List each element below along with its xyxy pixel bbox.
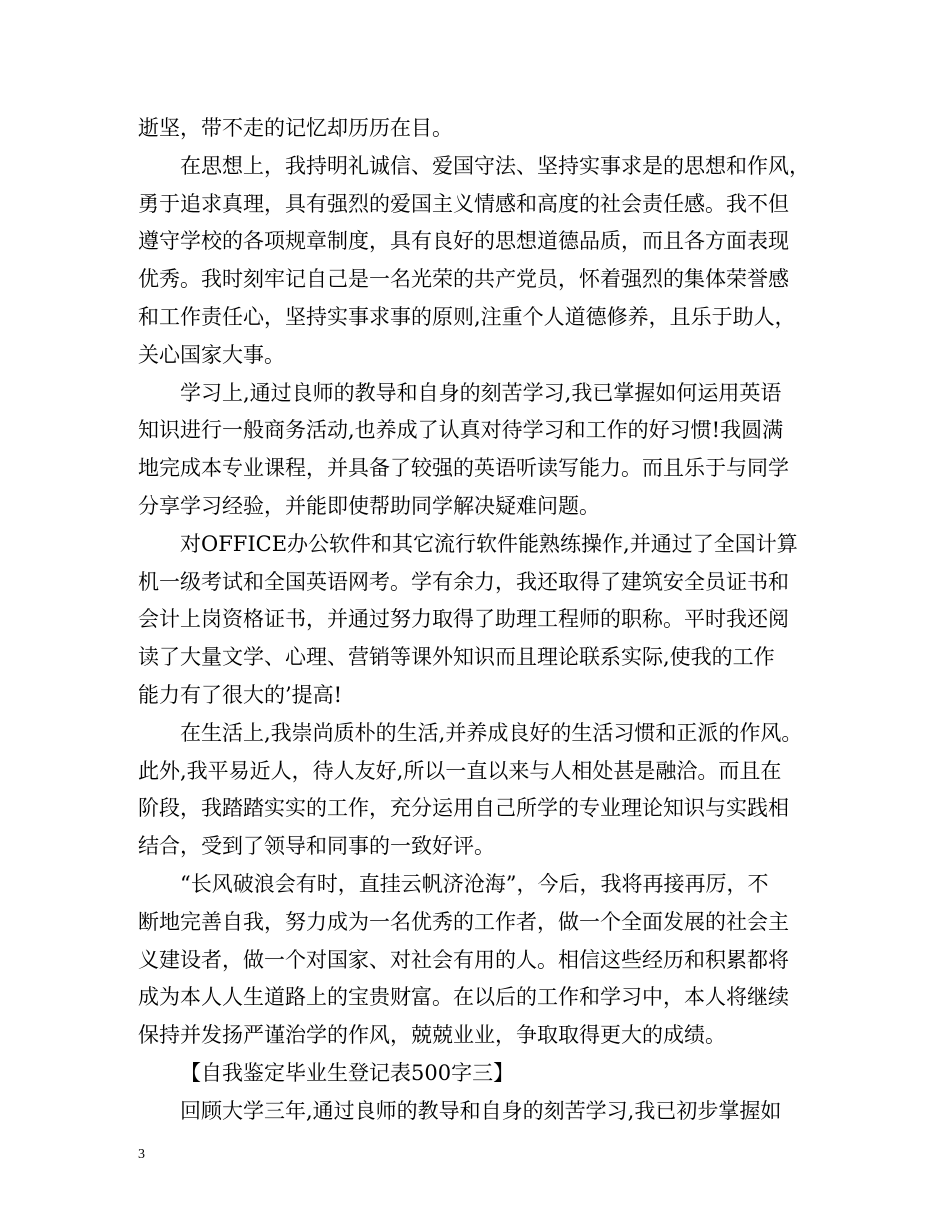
text-line: 学习上,通过良师的教导和自身的刻苦学习,我已掌握如何运用英语	[180, 380, 782, 405]
text-line: 在生活上,我崇尚质朴的生活,并养成良好的生活习惯和正派的作风。	[180, 720, 803, 745]
text-line: 逝坚，带不走的记忆却历历在目。	[138, 116, 453, 140]
text-line: 关心国家大事。	[138, 342, 285, 367]
text-line: 结合，受到了领导和同事的一致好评。	[138, 834, 495, 859]
text-line: 回顾大学三年,通过良师的教导和自身的刻苦学习,我已初步掌握如	[180, 1098, 782, 1123]
text-line: 义建设者，做一个对国家、对社会有用的人。相信这些经历和积累都将	[138, 947, 789, 972]
text-line: 阶段，我踏踏实实的工作，充分运用自己所学的专业理论知识与实践相	[138, 796, 789, 821]
text-line: 对OFFICE办公软件和其它流行软件能熟练操作,并通过了全国计算	[180, 531, 798, 556]
text-line: 【自我鉴定毕业生登记表500字三】	[180, 1060, 515, 1085]
text-line: 会计上岗资格证书，并通过努力取得了助理工程师的职称。平时我还阅	[138, 607, 789, 632]
text-line: 地完成本专业课程，并具备了较强的英语听读写能力。而且乐于与同学	[138, 456, 789, 481]
text-line: “长风破浪会有时，直挂云帆济沧海”，今后，我将再接再厉，不	[180, 871, 769, 896]
text-line: 此外,我平易近人，待人友好,所以一直以来与人相处甚是融洽。而且在	[138, 758, 782, 783]
text-line: 知识进行一般商务活动,也养成了认真对待学习和工作的好习惯!我圆满	[138, 418, 784, 443]
text-line: 和工作责任心，坚持实事求事的原则,注重个人道德修养，且乐于助人，	[138, 304, 796, 329]
text-line: 优秀。我时刻牢记自己是一名光荣的共产党员，怀着强烈的集体荣誉感	[138, 267, 789, 292]
page-number: 3	[138, 1147, 145, 1162]
text-line: 能力有了很大的’提高!	[138, 682, 343, 707]
text-line: 成为本人人生道路上的宝贵财富。在以后的工作和学习中，本人将继续	[138, 985, 789, 1010]
document-body	[138, 110, 818, 1131]
text-line: 勇于追求真理，具有强烈的爱国主义情感和高度的社会责任感。我不但	[138, 191, 789, 216]
text-line: 读了大量文学、心理、营销等课外知识而且理论联系实际,使我的工作	[138, 645, 775, 670]
text-line: 保持并发扬严谨治学的作风，兢兢业业，争取取得更大的成绩。	[138, 1023, 726, 1048]
text-line: 遵守学校的各项规章制度，具有良好的思想道德品质，而且各方面表现	[138, 229, 789, 254]
text-line: 在思想上，我持明礼诚信、爱国守法、坚持实事求是的思想和作风，	[180, 153, 810, 178]
text-line: 分享学习经验，并能即使帮助同学解决疑难问题。	[138, 493, 600, 518]
text-line: 断地完善自我，努力成为一名优秀的工作者，做一个全面发展的社会主	[138, 909, 789, 934]
text-line: 机一级考试和全国英语网考。学有余力，我还取得了建筑安全员证书和	[138, 569, 789, 594]
